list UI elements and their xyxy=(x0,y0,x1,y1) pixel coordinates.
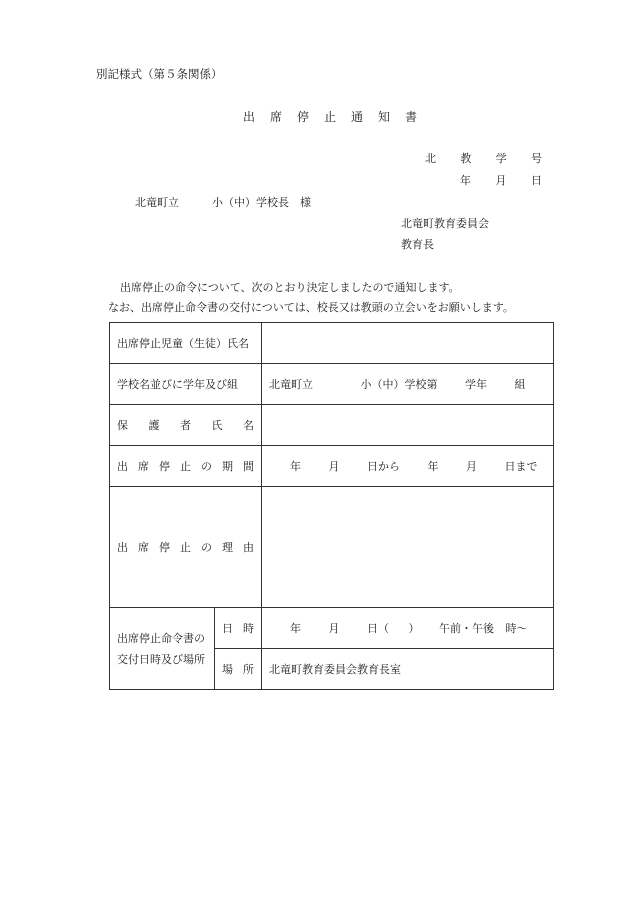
row-delivery-datetime xyxy=(110,608,554,649)
sender-title: 教育長 xyxy=(401,238,434,251)
label-char: 保 xyxy=(117,419,128,432)
period-label xyxy=(110,446,262,487)
reason-label xyxy=(110,487,262,608)
period-to-month: 月 xyxy=(466,460,477,473)
document-title: 出席停止通知書 xyxy=(243,110,433,124)
label-char: 氏 xyxy=(211,419,223,432)
reason-value[interactable] xyxy=(262,487,554,608)
label-char: 出 xyxy=(117,460,128,473)
label-char: 止 xyxy=(180,460,191,473)
delivery-year: 年 xyxy=(290,622,301,635)
notice-form-table xyxy=(109,322,554,690)
delivery-ampm: 午前・午後 xyxy=(439,622,494,635)
period-from-year: 年 xyxy=(290,460,301,473)
label-char: 時 xyxy=(243,622,254,635)
label-char: 場 xyxy=(222,663,233,676)
student-name-value[interactable] xyxy=(262,323,554,364)
doc-number-char: 北 xyxy=(425,152,436,165)
datetime-value[interactable] xyxy=(262,608,554,649)
label-char: の xyxy=(201,460,212,473)
delivery-day: 日（ xyxy=(367,622,389,635)
row-school-class xyxy=(110,364,554,405)
school-type: 小（中）学校第 xyxy=(360,378,438,391)
student-name-label: 出席停止児童（生徒）氏名 xyxy=(110,323,262,364)
date-month: 月 xyxy=(495,174,507,187)
document-date xyxy=(460,172,542,188)
school-town: 北竜町立 xyxy=(269,378,313,391)
period-value[interactable] xyxy=(262,446,554,487)
addressee: 北竜町立 小（中）学校長 様 xyxy=(135,196,311,209)
label-char: の xyxy=(201,541,212,554)
delivery-weekday-close: ） xyxy=(408,622,420,635)
label-char: 所 xyxy=(243,663,254,676)
label-char: 期 xyxy=(222,460,233,473)
period-to-year: 年 xyxy=(427,460,439,473)
school-class: 組 xyxy=(514,378,526,391)
label-char: 席 xyxy=(138,460,149,473)
document-number xyxy=(425,150,542,166)
label-char: 名 xyxy=(243,419,254,432)
row-reason xyxy=(110,487,554,608)
delivery-hour: 時〜 xyxy=(505,622,528,635)
label-char: 由 xyxy=(243,541,254,554)
label-char: 護 xyxy=(148,419,160,432)
doc-number-char: 号 xyxy=(530,152,542,165)
delivery-month: 月 xyxy=(328,622,340,635)
school-grade: 学年 xyxy=(465,378,487,391)
sender-organization: 北竜町教育委員会 xyxy=(401,217,489,230)
intro-line-2: なお、出席停止命令書の交付については、校長又は教頭の立会いをお願いします。 xyxy=(108,301,514,314)
label-char: 者 xyxy=(180,419,191,432)
label-char: 出 xyxy=(117,541,128,554)
label-char: 席 xyxy=(138,541,149,554)
label-char: 停 xyxy=(159,460,170,473)
place-label xyxy=(215,649,262,690)
school-class-label: 学校名並びに学年及び組 xyxy=(110,364,262,405)
row-student-name xyxy=(110,323,554,364)
doc-number-char: 教 xyxy=(460,152,472,165)
period-from-month: 月 xyxy=(328,460,340,473)
period-to-day: 日まで xyxy=(504,460,538,473)
form-reference: 別記様式（第５条関係） xyxy=(96,67,223,81)
label-char: 止 xyxy=(180,541,191,554)
date-day: 日 xyxy=(531,174,542,187)
doc-number-char: 学 xyxy=(495,152,507,165)
period-from-day: 日から xyxy=(367,460,400,473)
delivery-label xyxy=(110,608,215,690)
label-char: 間 xyxy=(243,460,254,473)
intro-line-1: 出席停止の命令について、次のとおり決定しましたので通知します。 xyxy=(120,281,460,294)
datetime-label xyxy=(215,608,262,649)
label-char: 日 xyxy=(222,622,233,635)
label-char: 理 xyxy=(222,541,233,554)
label-char: 停 xyxy=(159,541,170,554)
delivery-label-line-1: 出席停止命令書の xyxy=(117,631,205,645)
row-guardian xyxy=(110,405,554,446)
date-year: 年 xyxy=(460,174,471,187)
row-period xyxy=(110,446,554,487)
delivery-label-line-2: 交付日時及び場所 xyxy=(117,652,205,666)
place-value[interactable]: 北竜町教育委員会教育長室 xyxy=(262,649,554,690)
guardian-label xyxy=(110,405,262,446)
guardian-value[interactable] xyxy=(262,405,554,446)
school-class-value[interactable] xyxy=(262,364,554,405)
